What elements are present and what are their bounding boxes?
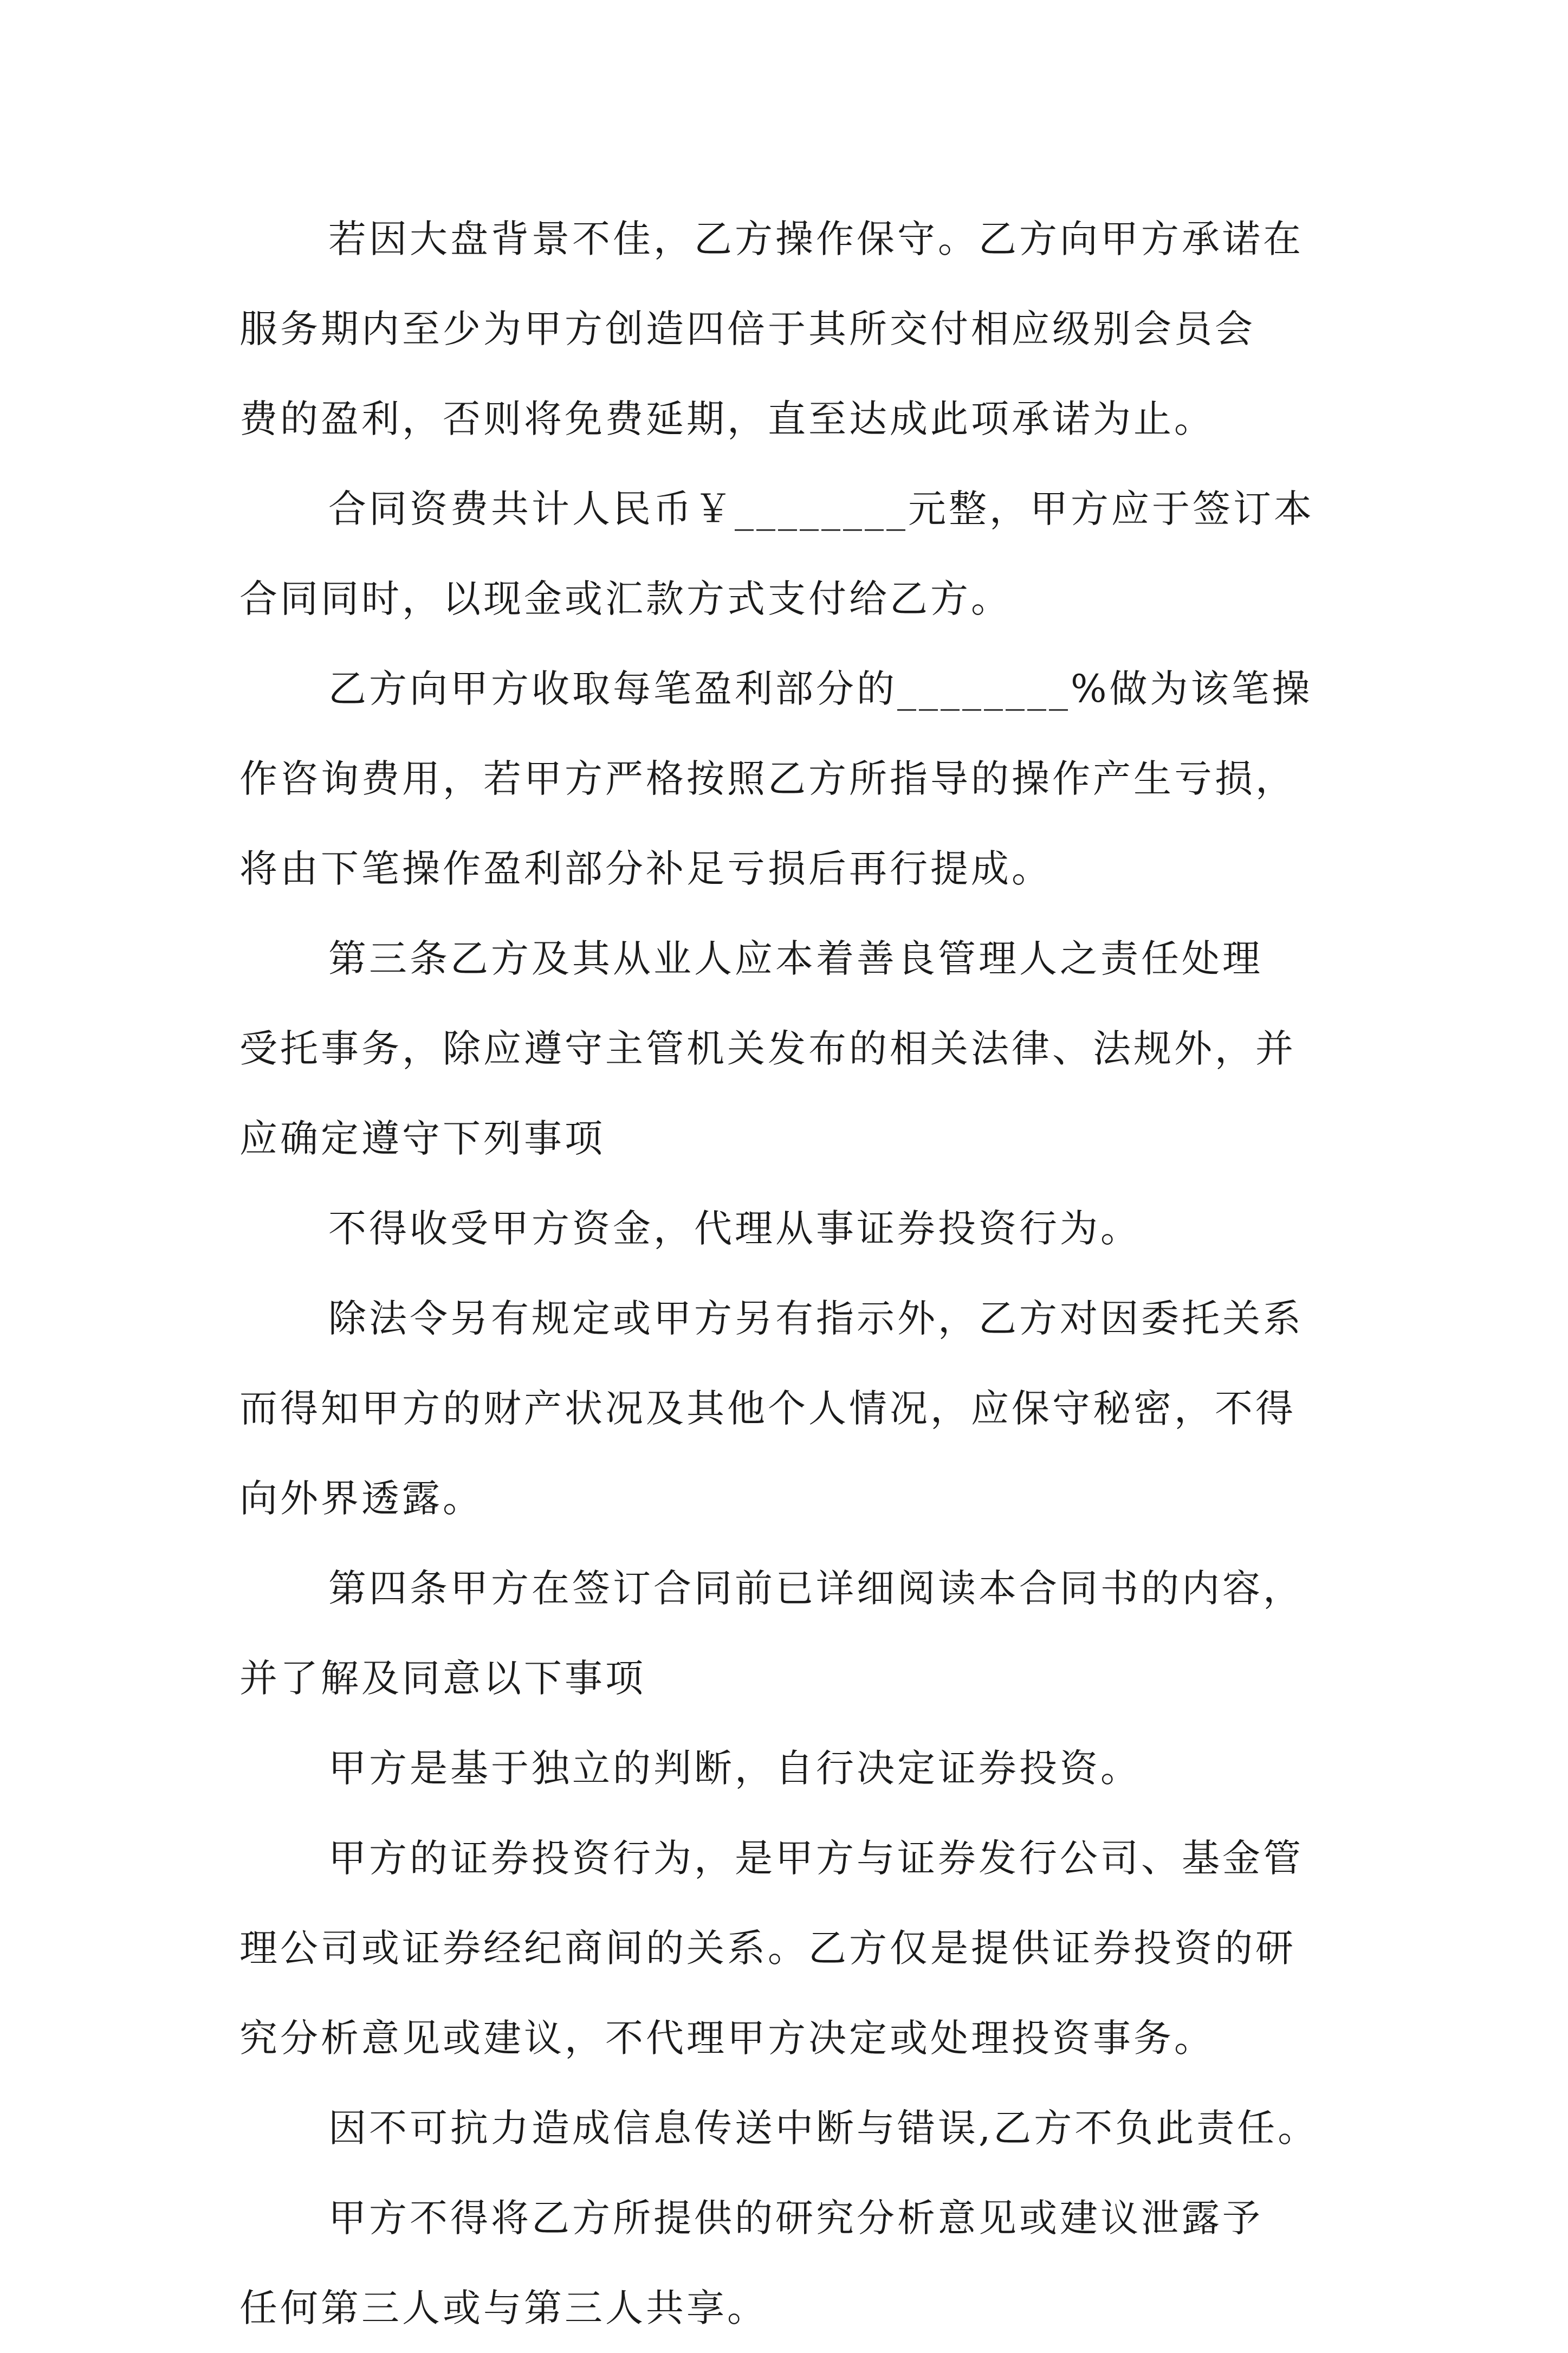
paragraph-line: 理公司或证券经纪商间的关系。乙方仅是提供证券投资的研 — [239, 1926, 1296, 1970]
paragraph-line: 因不可抗力造成信息传送中断与错误,乙方不负此责任。 — [328, 2106, 1319, 2150]
paragraph-line: 任何第三人或与第三人共享。 — [239, 2286, 768, 2330]
paragraph-line: 合同资费共计人民币￥________元整，甲方应于签订本 — [328, 487, 1314, 531]
paragraph-line: 作咨询费用，若甲方严格按照乙方所指导的操作产生亏损， — [239, 757, 1296, 801]
paragraph-force-majeure — [239, 2083, 1350, 2173]
document-body — [239, 194, 1350, 2353]
paragraph-line: 乙方向甲方收取每笔盈利部分的________%做为该笔操 — [328, 667, 1313, 711]
paragraph-line: 服务期内至少为甲方创造四倍于其所交付相应级别会员会 — [239, 307, 1255, 351]
paragraph-line: 受托事务，除应遵守主管机关发布的相关法律、法规外，并 — [239, 1026, 1296, 1071]
paragraph-profit-share — [239, 644, 1350, 914]
paragraph-line: 若因大盘背景不佳，乙方操作保守。乙方向甲方承诺在 — [328, 217, 1304, 261]
paragraph-line: 应确定遵守下列事项 — [239, 1116, 605, 1161]
paragraph-contract-fee — [239, 464, 1350, 644]
paragraph-line: 并了解及同意以下事项 — [239, 1656, 646, 1701]
paragraph-line: 第四条甲方在签订合同前已详细阅读本合同书的内容， — [328, 1566, 1304, 1611]
paragraph-confidentiality — [239, 1274, 1350, 1543]
paragraph-line: 甲方不得将乙方所提供的研究分析意见或建议泄露予 — [328, 2196, 1263, 2240]
paragraph-line: 而得知甲方的财产状况及其他个人情况，应保守秘密，不得 — [239, 1386, 1296, 1431]
paragraph-line: 甲方的证券投资行为，是甲方与证券发行公司、基金管 — [328, 1836, 1304, 1880]
paragraph-line: 不得收受甲方资金，代理从事证券投资行为。 — [328, 1206, 1141, 1251]
paragraph-line: 向外界透露。 — [239, 1476, 483, 1521]
paragraph-article-3 — [239, 914, 1350, 1184]
paragraph-line: 甲方是基于独立的判断，自行决定证券投资。 — [328, 1746, 1141, 1790]
paragraph-line: 将由下笔操作盈利部分补足亏损后再行提成。 — [239, 846, 1052, 891]
paragraph-line: 究分析意见或建议，不代理甲方决定或处理投资事务。 — [239, 2016, 1215, 2060]
paragraph-line: 第三条乙方及其从业人应本着善良管理人之责任处理 — [328, 936, 1263, 981]
paragraph-independent-judgment — [239, 1723, 1350, 1813]
paragraph-non-disclosure — [239, 2173, 1350, 2353]
paragraph-line: 费的盈利，否则将免费延期，直至达成此项承诺为止。 — [239, 397, 1215, 441]
paragraph-guarantee — [239, 194, 1350, 464]
paragraph-investment-relationship — [239, 1813, 1350, 2083]
paragraph-line: 合同同时，以现金或汇款方式支付给乙方。 — [239, 577, 1012, 621]
paragraph-no-funds — [239, 1184, 1350, 1274]
paragraph-article-4 — [239, 1543, 1350, 1723]
paragraph-line: 除法令另有规定或甲方另有指示外，乙方对因委托关系 — [328, 1296, 1304, 1341]
